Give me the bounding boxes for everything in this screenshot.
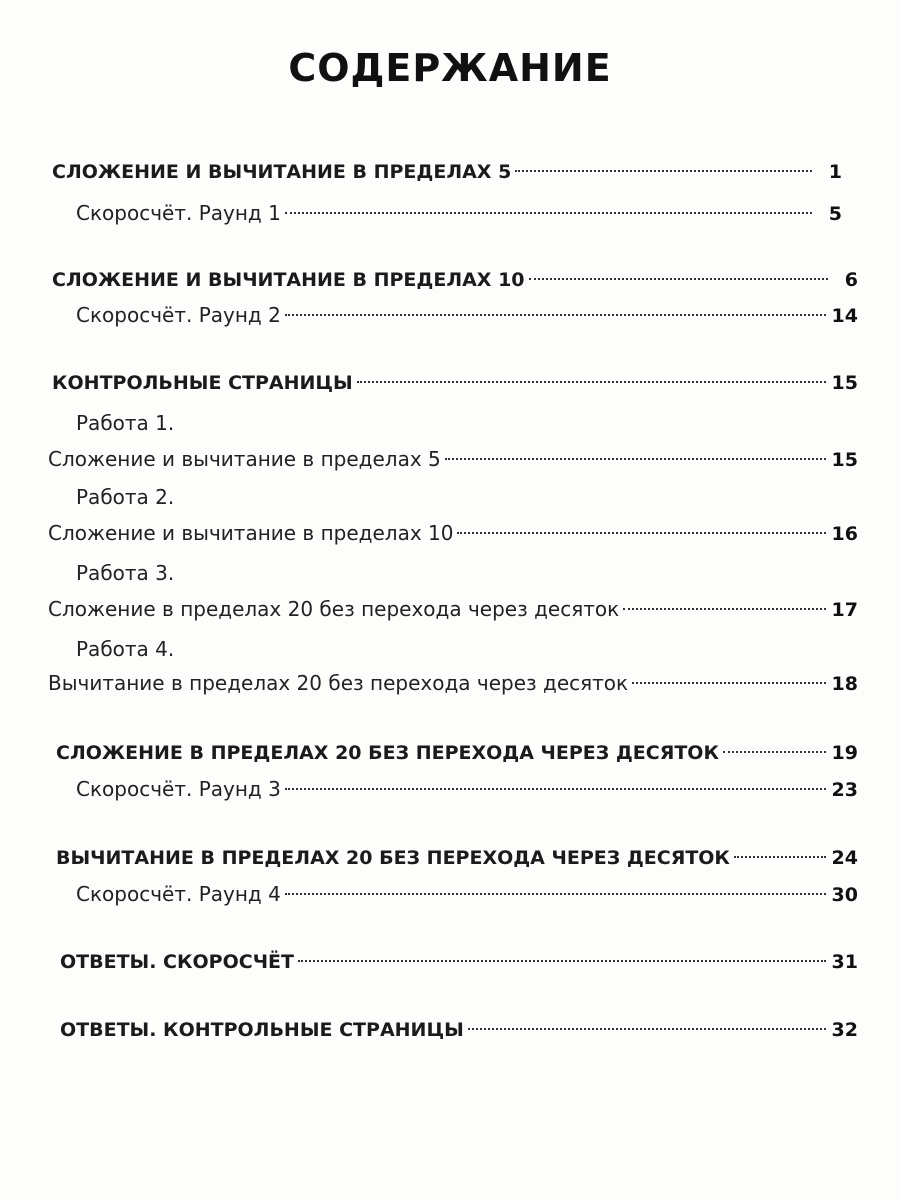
toc-item-work-2[interactable] bbox=[48, 516, 858, 550]
toc-item-round-2[interactable] bbox=[76, 298, 858, 332]
toc-item-title: Скоросчёт. Раунд 1 bbox=[76, 201, 281, 225]
work-label-1: Работа 1. bbox=[76, 411, 175, 435]
toc-page-number: 15 bbox=[831, 372, 858, 394]
toc-section-title: ВЫЧИТАНИЕ В ПРЕДЕЛАХ 20 БЕЗ ПЕРЕХОДА ЧЕРЕЗ ДЕСЯТОК bbox=[56, 847, 730, 869]
dot-leader bbox=[357, 381, 826, 383]
toc-item-title: Скоросчёт. Раунд 3 bbox=[76, 777, 281, 801]
dot-leader bbox=[623, 608, 825, 610]
dot-leader bbox=[515, 170, 812, 172]
dot-leader bbox=[457, 532, 825, 534]
toc-item-title: Вычитание в пределах 20 без перехода через десяток bbox=[48, 671, 629, 695]
toc-item-work-3[interactable] bbox=[48, 592, 858, 626]
toc-section-title: ОТВЕТЫ. СКОРОСЧЁТ bbox=[60, 951, 294, 973]
toc-section-answers-speedcount[interactable] bbox=[60, 945, 858, 979]
toc-section-control-pages[interactable] bbox=[52, 366, 858, 400]
dot-leader bbox=[285, 788, 826, 790]
toc-section-addition-subtraction-5[interactable] bbox=[52, 155, 842, 189]
toc-page-number: 5 bbox=[828, 203, 842, 225]
dot-leader bbox=[468, 1028, 826, 1030]
toc-section-subtraction-20[interactable] bbox=[56, 841, 858, 875]
toc-page-number: 31 bbox=[831, 951, 858, 973]
dot-leader bbox=[285, 893, 826, 895]
toc-section-title: СЛОЖЕНИЕ И ВЫЧИТАНИЕ В ПРЕДЕЛАХ 10 bbox=[52, 269, 525, 291]
toc-section-title: СЛОЖЕНИЕ В ПРЕДЕЛАХ 20 БЕЗ ПЕРЕХОДА ЧЕРЕЗ ДЕСЯТОК bbox=[56, 742, 719, 764]
toc-section-title: СЛОЖЕНИЕ И ВЫЧИТАНИЕ В ПРЕДЕЛАХ 5 bbox=[52, 161, 512, 183]
toc-page-number: 32 bbox=[831, 1019, 858, 1041]
toc-item-round-4[interactable] bbox=[76, 877, 858, 911]
page-title: СОДЕРЖАНИЕ bbox=[288, 46, 612, 90]
toc-item-title: Скоросчёт. Раунд 4 bbox=[76, 882, 281, 906]
toc-item-title: Сложение и вычитание в пределах 10 bbox=[48, 521, 454, 545]
dot-leader bbox=[529, 278, 828, 280]
toc-section-answers-control-pages[interactable] bbox=[60, 1013, 858, 1047]
dot-leader bbox=[298, 960, 826, 962]
toc-page-number: 23 bbox=[831, 779, 858, 801]
work-label-3: Работа 3. bbox=[76, 561, 175, 585]
dot-leader bbox=[285, 212, 812, 214]
toc-item-work-1[interactable] bbox=[48, 442, 858, 476]
work-label-2: Работа 2. bbox=[76, 485, 175, 509]
dot-leader bbox=[285, 314, 826, 316]
toc-page-number: 18 bbox=[831, 673, 858, 695]
toc-section-title: КОНТРОЛЬНЫЕ СТРАНИЦЫ bbox=[52, 372, 353, 394]
toc-page-number: 19 bbox=[831, 742, 858, 764]
dot-leader bbox=[723, 751, 826, 753]
toc-item-round-3[interactable] bbox=[76, 772, 858, 806]
toc-page-number: 30 bbox=[831, 884, 858, 906]
toc-item-title: Сложение и вычитание в пределах 5 bbox=[48, 447, 441, 471]
toc-page-number: 14 bbox=[831, 305, 858, 327]
dot-leader bbox=[632, 682, 825, 684]
toc-item-title: Сложение в пределах 20 без перехода через десяток bbox=[48, 597, 620, 621]
toc-page-number: 17 bbox=[831, 599, 858, 621]
dot-leader bbox=[734, 856, 826, 858]
toc-page-number: 16 bbox=[831, 523, 858, 545]
toc-item-round-1[interactable] bbox=[76, 196, 842, 230]
toc-section-addition-20[interactable] bbox=[56, 736, 858, 770]
toc-item-title: Скоросчёт. Раунд 2 bbox=[76, 303, 281, 327]
dot-leader bbox=[445, 458, 826, 460]
toc-page-number: 1 bbox=[828, 161, 842, 183]
toc-page-number: 15 bbox=[831, 449, 858, 471]
toc-page-number: 6 bbox=[844, 269, 858, 291]
toc-section-title: ОТВЕТЫ. КОНТРОЛЬНЫЕ СТРАНИЦЫ bbox=[60, 1019, 464, 1041]
toc-section-addition-subtraction-10[interactable] bbox=[52, 263, 858, 297]
work-label-4: Работа 4. bbox=[76, 637, 175, 661]
toc-item-work-4[interactable] bbox=[48, 666, 858, 700]
toc-page-number: 24 bbox=[831, 847, 858, 869]
